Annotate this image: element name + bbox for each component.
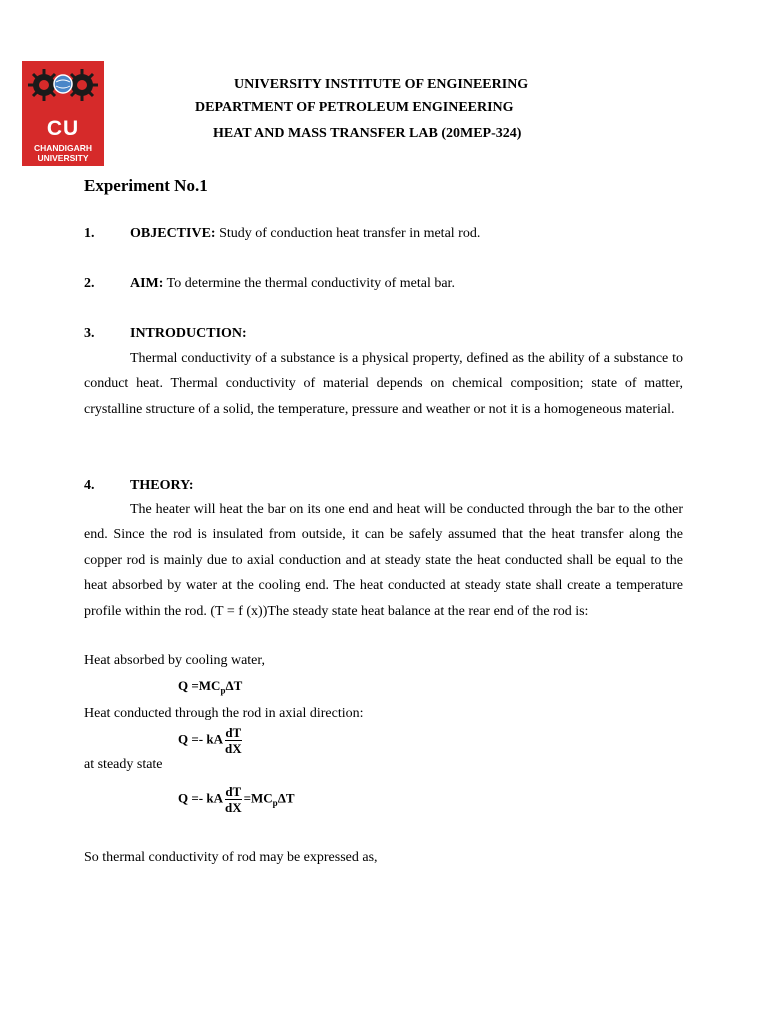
- eq2-lhs: Q =- kA: [178, 731, 223, 747]
- eq3-numerator: dT: [225, 784, 242, 799]
- introduction-paragraph: [84, 346, 683, 422]
- objective-line: [130, 226, 480, 242]
- introduction-label: INTRODUCTION:: [130, 326, 247, 341]
- logo-mark: CU: [46, 117, 80, 140]
- equation-heat-conducted: [178, 725, 244, 756]
- lab-heading: HEAT AND MASS TRANSFER LAB (20MEP-324): [213, 126, 522, 141]
- aim-number: 2.: [84, 276, 95, 291]
- heat-absorbed-label: Heat absorbed by cooling water,: [84, 653, 265, 668]
- introduction-text: Thermal conductivity of a substance is a physical property, defined as the ability of a substance to conduct heat. Thermal conductivity of material depends on chemical composition; state of matter, crystalline structure of a solid, the temperature, pressure and weather or not it is a homogeneous material.: [84, 351, 683, 417]
- equation-heat-absorbed: [178, 678, 242, 696]
- eq1-rhs: MC: [198, 678, 221, 693]
- eq1-tail: ΔT: [225, 678, 243, 693]
- theory-label: THEORY:: [130, 478, 194, 493]
- objective-text: Study of conduction heat transfer in metal rod.: [215, 226, 481, 241]
- heat-conducted-label: Heat conducted through the rod in axial direction:: [84, 706, 364, 721]
- closing-line: So thermal conductivity of rod may be expressed as,: [84, 850, 378, 865]
- department-heading: DEPARTMENT OF PETROLEUM ENGINEERING: [195, 100, 514, 115]
- theory-heading: [130, 478, 194, 494]
- eq2-fraction: [225, 725, 242, 756]
- theory-number: 4.: [84, 478, 95, 493]
- eq3-subscript: p: [272, 798, 278, 809]
- eq3-mid: =MC: [243, 790, 273, 806]
- gear-emblem-icon: [22, 61, 104, 121]
- eq2-denominator: dX: [224, 741, 242, 756]
- institute-heading: UNIVERSITY INSTITUTE OF ENGINEERING: [234, 77, 529, 92]
- aim-text: To determine the thermal conductivity of metal bar.: [163, 276, 455, 291]
- eq3-tail: ΔT: [277, 790, 295, 806]
- introduction-heading: [130, 326, 247, 342]
- aim-label: AIM:: [130, 276, 164, 291]
- eq3-denominator: dX: [224, 800, 242, 815]
- objective-label: OBJECTIVE:: [130, 226, 216, 241]
- logo-line-2: UNIVERSITY: [37, 153, 89, 163]
- eq3-fraction: [225, 784, 242, 815]
- steady-state-label: at steady state: [84, 757, 163, 772]
- chandigarh-university-logo: [22, 61, 104, 166]
- equation-steady-state: [178, 784, 295, 815]
- theory-paragraph: [84, 497, 683, 624]
- eq2-numerator: dT: [225, 725, 242, 740]
- eq1-subscript: p: [220, 685, 226, 696]
- theory-text: The heater will heat the bar on its one end and heat will be conducted through the bar to the other end. Since the rod is insulated from outside, it can be safely assumed that the heat transfer along the copper rod is mainly due to axial conduction and at steady state the heat conducted shall be equal to the heat absorbed by water at the cooling end. The heat conducted at steady state shall create a temperature profile within the rod. (T = f (x))The steady state heat balance at the rear end of the rod is:: [84, 502, 683, 619]
- introduction-number: 3.: [84, 326, 95, 341]
- experiment-title: Experiment No.1: [84, 176, 208, 195]
- objective-number: 1.: [84, 226, 95, 241]
- eq3-lhs: Q =- kA: [178, 790, 223, 806]
- logo-line-1: CHANDIGARH: [33, 143, 93, 153]
- aim-line: [130, 276, 455, 292]
- eq1-lhs: Q =: [178, 678, 199, 693]
